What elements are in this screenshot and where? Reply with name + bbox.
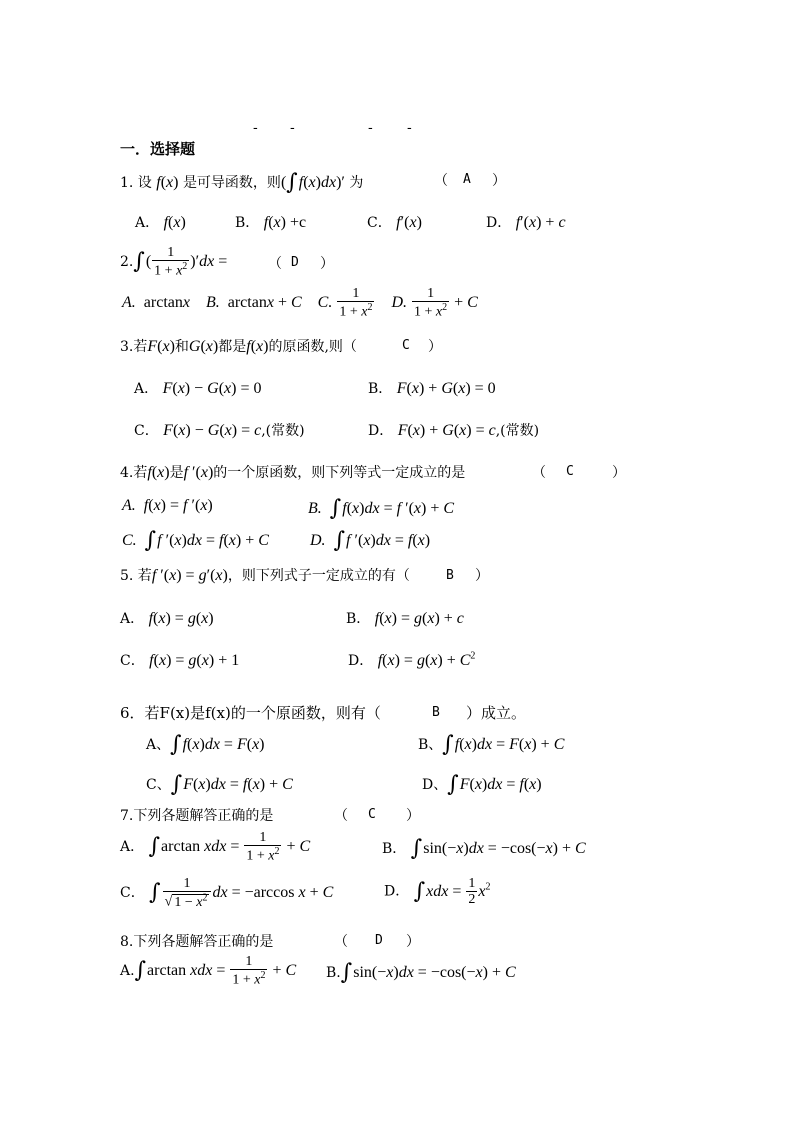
q3-option-b: B． F(x) + G(x) = 0	[368, 380, 496, 397]
q4-option-c: C. ∫f ′(x)dx = f(x) + C	[122, 528, 269, 553]
q5-option-b: B． f(x) = g(x) + c	[346, 610, 464, 627]
header-mark: -	[253, 120, 258, 136]
q1-option-a: A． f(x)	[135, 214, 186, 231]
q6-answer: B	[432, 705, 440, 720]
section-title: 一．选择题	[120, 140, 196, 158]
q6-option-a: A、∫f(x)dx = F(x)	[146, 732, 265, 757]
question-4: 4.若f(x)是f ′(x)的一个原函数，则下列等式一定成立的是	[120, 464, 466, 481]
q6-tail: ）成立。	[466, 704, 527, 722]
question-5: 5. 若f ′(x) = g′(x)，则下列式子一定成立的有（	[120, 567, 410, 584]
q4-option-a: A. f(x) = f ′(x)	[122, 497, 213, 514]
q5-option-d: D． $f(x) = g(x) + C^2$	[348, 650, 476, 669]
header-mark: -	[407, 120, 412, 136]
q6-option-b: B、∫f(x)dx = F(x) + C	[418, 732, 565, 757]
q4-option-d: D. ∫f ′(x)dx = f(x)	[310, 528, 431, 553]
q1-option-b: B． f(x) +c	[235, 214, 307, 231]
q1-mid: 是可导函数，则	[182, 175, 281, 191]
q8-option-b: B.∫sin(−x)dx = −cos(−x) + C	[326, 960, 516, 985]
q1-option-c: C． f′(x)	[367, 214, 422, 231]
q3-answer: C	[402, 338, 410, 353]
q1-stem: 1. 设	[120, 175, 152, 191]
q3-option-d: D． F(x) + G(x) = c,(常数)	[368, 422, 540, 439]
q4-answer: C	[566, 464, 574, 479]
q3-option-c: C． F(x) − G(x) = c,(常数)	[134, 422, 305, 439]
header-mark: -	[290, 120, 295, 136]
q1-option-d: D． f′(x) + c	[486, 214, 566, 231]
q2-answer: D	[291, 255, 299, 270]
question-6: 6．若F(x)是f(x)的一个原函数，则有（	[120, 704, 381, 722]
q5-option-a: A． f(x) = g(x)	[120, 610, 214, 627]
q3-option-a: A． F(x) − G(x) = 0	[134, 380, 262, 397]
q6-option-c: C、∫F(x)dx = f(x) + C	[146, 772, 293, 797]
question-8: 8.下列各题解答正确的是	[120, 934, 274, 950]
q3-const-note: ,(常数)	[495, 423, 540, 439]
q6-option-d: D、∫F(x)dx = f(x)	[422, 772, 542, 797]
header-mark: -	[368, 120, 373, 136]
q1-tail: 为	[349, 175, 364, 191]
q8-answer: D	[375, 933, 383, 948]
q7-option-b: B． ∫sin(−x)dx = −cos(−x) + C	[382, 836, 586, 861]
q2-options: A. arctanx B. arctanx + C C. $\frac{1}{1 + x^2}$ D. $\frac{1}{1 + x^2}$ + C	[122, 286, 478, 321]
question-3: 3.若F(x)和G(x)都是f(x)的原函数,则（	[120, 338, 357, 355]
q5-answer: B	[446, 568, 454, 583]
q1-answer: A	[463, 172, 471, 187]
question-7: 7.下列各题解答正确的是	[120, 808, 274, 824]
q4-option-b: B. ∫f(x)dx = f ′(x) + C	[308, 496, 455, 521]
question-2: 2.∫( $\frac{1}{1 + x^2}$ )′dx =	[120, 245, 228, 280]
q7-answer: C	[368, 807, 376, 822]
question-1: 1. 设 f(x) 是可导函数，则(∫f(x)dx)′ 为	[120, 170, 364, 195]
q7-option-c: C． ∫ $\frac{1}{√ 1 - x^2}$ dx = −arccos x + C	[120, 876, 334, 911]
q7-option-a: A． ∫arctan xdx = $\frac{1}{1 + x^2}$ + C	[120, 830, 311, 865]
q5-option-c: C． f(x) = g(x) + 1	[120, 652, 240, 669]
q8-option-a: A.∫arctan xdx = $\frac{1}{1 + x^2}$ + C	[120, 954, 297, 989]
q7-option-d: D． ∫xdx = $\frac{1}{2}$ $x^2$	[384, 876, 491, 908]
